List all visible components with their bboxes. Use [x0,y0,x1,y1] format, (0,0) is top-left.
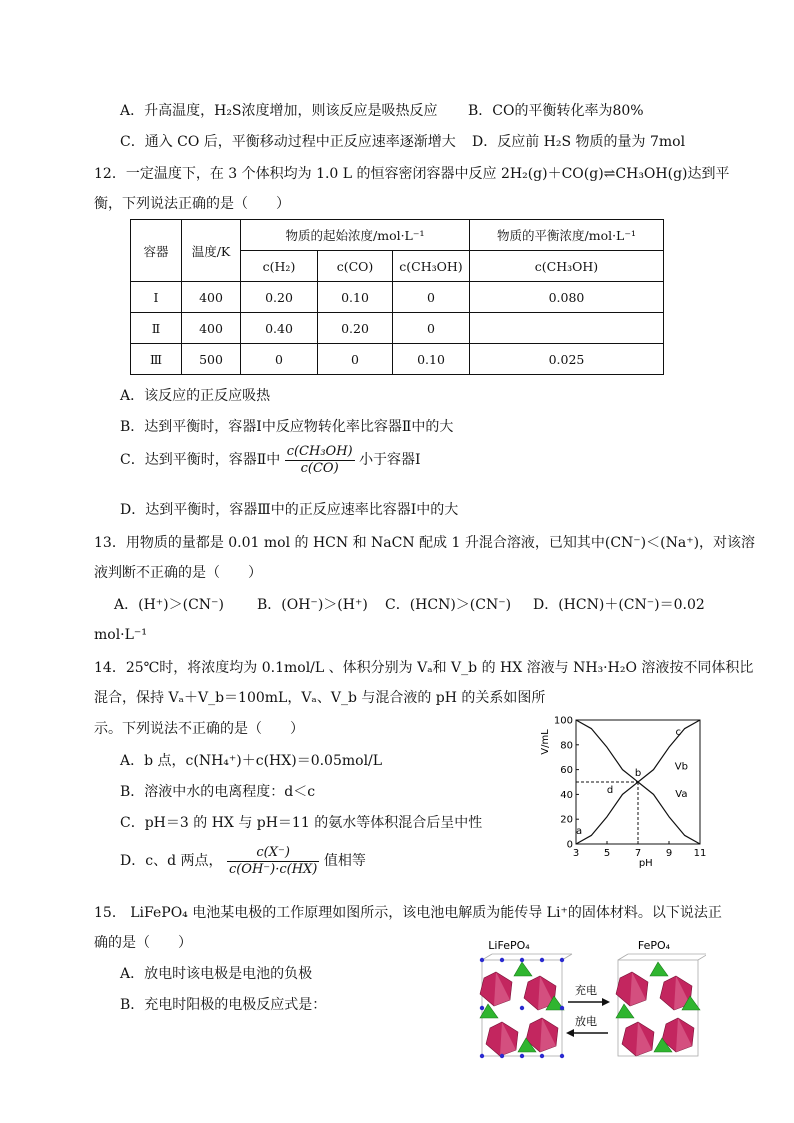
table-row [131,282,664,313]
q12-data-table [130,219,664,375]
unit-cell-edge [698,954,706,960]
y-tick-label: 40 [560,789,573,801]
q14-option-d [120,840,366,882]
ph-volume-chart [538,712,718,872]
q14-option-b: B．溶液中水的电离程度：d＜c [120,784,316,800]
li-atom [480,958,484,962]
table-cell: Ⅱ [131,313,182,344]
fepo4-crystal [616,954,706,1056]
po4-tetrahedron [616,1004,634,1018]
lifepo4-crystal [480,954,572,1058]
point-label-b: b [634,767,642,779]
q12-stem-line1: 12．一定温度下，在 3 个体积均为 1.0 L 的恒容密闭容器中反应 2H₂(g)＋CO(g)⇌CH₃OH(g)达到平 [94,166,730,182]
table-cell: 500 [182,344,241,375]
figure-label-lifepo4: LiFePO₄ [488,939,530,952]
subheader-c-co: c(CO) [318,251,393,282]
q14-option-d-prefix: D．c、d 两点， [120,853,223,869]
table-cell: 0.40 [241,313,318,344]
series-annotation-va: Va [675,788,688,800]
table-cell [470,313,664,344]
q13-option-a: A．(H⁺)＞(CN⁻) [114,597,224,613]
table-cell: 0.10 [393,344,470,375]
y-tick-label: 100 [553,715,573,727]
table-cell: 0.20 [318,313,393,344]
li-atom [520,958,524,962]
li-atom [560,1006,564,1010]
table-cell: 0 [241,344,318,375]
point-label-d: d [606,785,614,797]
unit-cell-edge [618,954,628,960]
q12-option-b: B．达到平衡时，容器Ⅰ中反应物转化率比容器Ⅱ中的大 [120,419,454,435]
subheader-c-ch3oh: c(CH₃OH) [393,251,470,282]
q11-option-b: B．CO的平衡转化率为80% [468,103,644,119]
y-tick-label: 80 [560,740,573,752]
header-equilibrium-concentration: 物质的平衡浓度/mol·L⁻¹ [470,220,664,251]
table-cell: 0 [393,282,470,313]
header-container: 容器 [131,220,182,282]
q13-stem-line1: 13．用物质的量都是 0.01 mol 的 HCN 和 NaCN 配成 1 升混合溶液，已知其中(CN⁻)＜(Na⁺)，对该溶 [94,535,756,551]
q14-stem-line2: 混合，保持 Vₐ＋V_b＝100mL，Vₐ、V_b 与混合液的 pH 的关系如图所 [94,690,546,706]
header-temperature: 温度/K [182,220,241,282]
li-atom [480,1006,484,1010]
fraction-denominator: c(OH⁻)·c(HX) [228,861,318,877]
fraction-denominator: c(CO) [300,460,339,476]
table-cell: 0 [318,344,393,375]
q15-stem-line2: 确的是（ ） [94,935,192,951]
table-cell: 0.080 [470,282,664,313]
figure-label-fepo4: FePO₄ [637,939,671,952]
table-cell: 0 [393,313,470,344]
q11-option-c: C．通入 CO 后，平衡移动过程中正反应速率逐渐增大 [120,134,456,150]
li-atom [540,958,544,962]
table-cell: 0.025 [470,344,664,375]
q14-option-a: A．b 点，c(NH₄⁺)＋c(HX)＝0.05mol/L [120,753,383,769]
y-tick-label: 20 [560,814,573,826]
subheader-c-ch3oh-eq: c(CH₃OH) [470,251,664,282]
li-atom [560,958,564,962]
point-label-a: a [576,826,583,838]
x-axis-label: pH [638,858,653,869]
table-row [131,313,664,344]
x-tick-label: 5 [603,848,611,859]
table-cell: Ⅲ [131,344,182,375]
q15-option-b: B．充电时阳极的电极反应式是： [120,997,327,1013]
q11-option-d: D．反应前 H₂S 物质的量为 7mol [472,134,686,150]
q12-option-c-prefix: C．达到平衡时，容器Ⅱ中 [120,452,281,468]
li-atom [480,1054,484,1058]
li-atom [560,1054,564,1058]
li-atom [520,1054,524,1058]
point-label-c: c [675,726,682,738]
y-tick-label: 60 [560,765,573,777]
li-atom [500,958,504,962]
q12-option-c [120,440,421,480]
q14-option-d-fraction [227,845,319,878]
charge-arrow [568,998,610,1006]
po4-tetrahedron [650,962,668,976]
q14-option-c: C．pH＝3 的 HX 与 pH＝11 的氨水等体积混合后呈中性 [120,815,483,831]
q13-option-d: D．(HCN)＋(CN⁻)＝0.02 [533,597,705,613]
q12-option-d: D．达到平衡时，容器Ⅲ中的正反应速率比容器Ⅰ中的大 [120,502,459,518]
q14-stem-line3: 示。下列说法不正确的是（ ） [94,721,304,737]
q13-option-c: C．(HCN)＞(CN⁻) [385,597,512,613]
q12-stem-line2: 衡，下列说法正确的是（ ） [94,196,290,212]
q15-stem-line1: 15． LiFePO₄ 电池某电极的工作原理如图所示，该电池电解质为能传导 Li⁺的固体材料。以下说法正 [94,905,722,921]
fraction-numerator: c(X⁻) [227,845,319,862]
discharge-arrow [566,1029,608,1037]
figure-label-discharge: 放电 [575,1015,597,1028]
li-atom [520,1006,524,1010]
x-tick-label: 9 [665,848,673,859]
fraction-numerator: c(CH₃OH) [286,443,353,459]
li-atom [500,1054,504,1058]
x-tick-label: 11 [693,848,707,859]
figure-label-charge: 充电 [575,984,597,997]
q11-option-a: A．升高温度，H₂S浓度增加，则该反应是吸热反应 [120,103,438,119]
q13-stem-line2: 液判断不正确的是（ ） [94,565,262,581]
q13-option-d-unit: mol·L⁻¹ [94,627,147,643]
q14-option-d-suffix: 值相等 [323,853,366,869]
x-tick-label: 3 [572,848,580,859]
y-tick-label: 0 [566,839,573,851]
table-cell: 0.20 [241,282,318,313]
li-atom [540,1054,544,1058]
q12-option-c-suffix: 小于容器Ⅰ [359,452,421,468]
table-cell: 400 [182,282,241,313]
series-annotation-vb: Vb [674,761,689,773]
table-row [131,344,664,375]
table-cell: Ⅰ [131,282,182,313]
q12-option-a: A．该反应的正反应吸热 [120,388,271,404]
table-cell: 0.10 [318,282,393,313]
q15-option-a: A．放电时该电极是电池的负极 [120,966,313,982]
y-axis-label: V/mL [540,729,551,755]
table-cell: 400 [182,313,241,344]
q12-option-c-fraction [285,444,355,477]
header-initial-concentration: 物质的起始浓度/mol·L⁻¹ [241,220,470,251]
x-tick-label: 7 [634,848,642,859]
po4-tetrahedron [514,962,532,976]
lifepo4-structure-figure [476,936,706,1060]
q13-option-b: B．(OH⁻)＞(H⁺) [257,597,368,613]
q14-stem-line1: 14．25℃时，将浓度均为 0.1mol/L 、体积分别为 Vₐ和 V_b 的 HX 溶液与 NH₃·H₂O 溶液按不同体积比 [94,660,754,676]
subheader-c-h2: c(H₂) [241,251,318,282]
